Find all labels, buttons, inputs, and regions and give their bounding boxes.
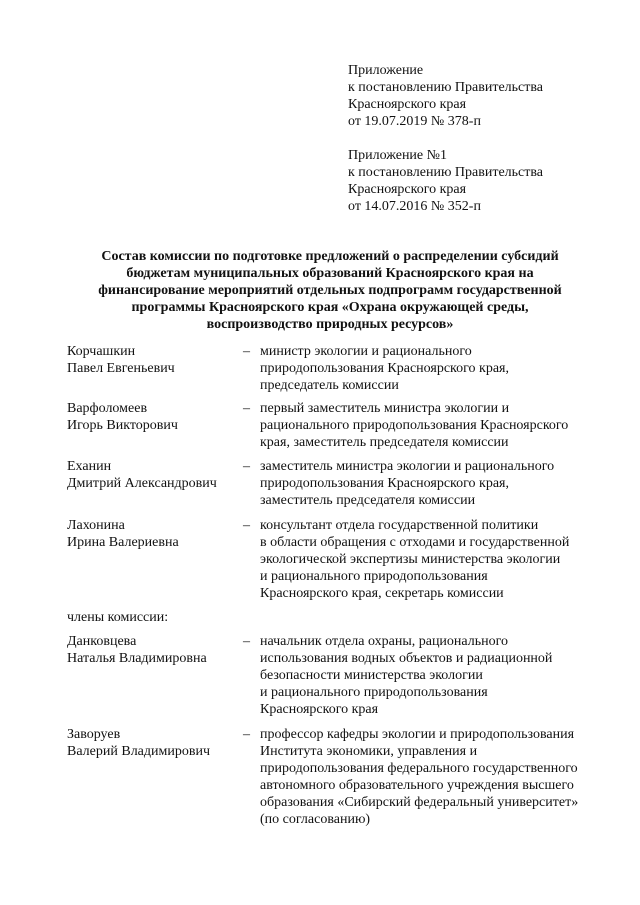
dash-separator: –	[243, 401, 250, 416]
role-line: начальник отдела охраны, рационального	[260, 634, 509, 649]
member-name	[67, 343, 237, 377]
surname: Корчашкин	[67, 344, 136, 359]
role-line: заместитель председателя комиссии	[260, 493, 476, 508]
role-line: рационального природопользования Красноярского	[260, 418, 569, 433]
given-names: Павел Евгеньевич	[67, 361, 175, 376]
title-line: воспроизводство природных ресурсов»	[206, 317, 454, 332]
title-line: программы Красноярского края «Охрана окружающей среды,	[131, 300, 529, 315]
title-line: финансирование мероприятий отдельных подпрограмм государственной	[98, 283, 562, 298]
role-line: безопасности министерства экологии	[260, 668, 483, 683]
role-line: и рационального природопользования	[260, 569, 488, 584]
document-title	[60, 248, 600, 333]
appendix-2-block	[348, 147, 543, 215]
member-name	[67, 458, 237, 492]
member-role	[260, 343, 605, 394]
given-names: Ирина Валериевна	[67, 535, 179, 550]
surname: Данковцева	[67, 634, 137, 649]
role-line: министр экологии и рационального	[260, 344, 472, 359]
role-line: консультант отдела государственной политики	[260, 518, 539, 533]
member-name	[67, 726, 237, 760]
dash-separator: –	[243, 518, 250, 533]
appendix-1-block	[348, 62, 543, 130]
given-names: Игорь Викторович	[67, 418, 178, 433]
appendix-line: к постановлению Правительства	[348, 80, 544, 95]
surname: Варфоломеев	[67, 401, 148, 416]
role-line: председатель комиссии	[260, 378, 399, 393]
member-role	[260, 633, 605, 718]
role-line: заместитель министра экологии и рационального	[260, 459, 555, 474]
appendix-line: Красноярского края	[348, 97, 467, 112]
dash-separator: –	[243, 634, 250, 649]
given-names: Наталья Владимировна	[67, 651, 207, 666]
dash-separator: –	[243, 727, 250, 742]
surname: Лахонина	[67, 518, 125, 533]
dash-separator: –	[243, 459, 250, 474]
dash-separator: –	[243, 344, 250, 359]
appendix-line: от 14.07.2016 № 352-п	[348, 199, 481, 214]
role-line: края, заместитель председателя комиссии	[260, 435, 509, 450]
surname: Еханин	[67, 459, 112, 474]
member-name	[67, 633, 237, 667]
surname: Заворуев	[67, 727, 121, 742]
role-line: Института экономики, управления и	[260, 744, 478, 759]
appendix-line: от 19.07.2019 № 378-п	[348, 114, 481, 129]
title-line: Состав комиссии по подготовке предложений о распределении субсидий	[101, 249, 559, 264]
members-heading: члены комиссии:	[67, 610, 169, 625]
member-name	[67, 400, 237, 434]
role-line: экологической экспертизы министерства экологии	[260, 552, 561, 567]
role-line: автономного образовательного учреждения высшего	[260, 778, 574, 793]
member-name	[67, 517, 237, 551]
role-line: профессор кафедры экологии и природопользования	[260, 727, 575, 742]
appendix-line: к постановлению Правительства	[348, 165, 544, 180]
role-line: Красноярского края, секретарь комиссии	[260, 586, 504, 601]
member-role	[260, 726, 605, 828]
role-line: и рационального природопользования	[260, 685, 488, 700]
role-line: в области обращения с отходами и государственной	[260, 535, 570, 550]
member-role	[260, 458, 605, 509]
role-line: природопользования Красноярского края,	[260, 361, 509, 376]
role-line: образования «Сибирский федеральный университет»	[260, 795, 579, 810]
role-line: природопользования Красноярского края,	[260, 476, 509, 491]
given-names: Валерий Владимирович	[67, 744, 211, 759]
role-line: (по согласованию)	[260, 812, 371, 827]
appendix-line: Приложение №1	[348, 148, 447, 163]
appendix-line: Красноярского края	[348, 182, 467, 197]
member-role	[260, 400, 605, 451]
role-line: использования водных объектов и радиационной	[260, 651, 553, 666]
role-line: первый заместитель министра экологии и	[260, 401, 510, 416]
appendix-line: Приложение	[348, 63, 424, 78]
role-line: Красноярского края	[260, 702, 379, 717]
role-line: природопользования федерального государственного	[260, 761, 578, 776]
given-names: Дмитрий Александрович	[67, 476, 217, 491]
title-line: бюджетам муниципальных образований Красноярского края на	[126, 266, 534, 281]
member-role	[260, 517, 605, 602]
